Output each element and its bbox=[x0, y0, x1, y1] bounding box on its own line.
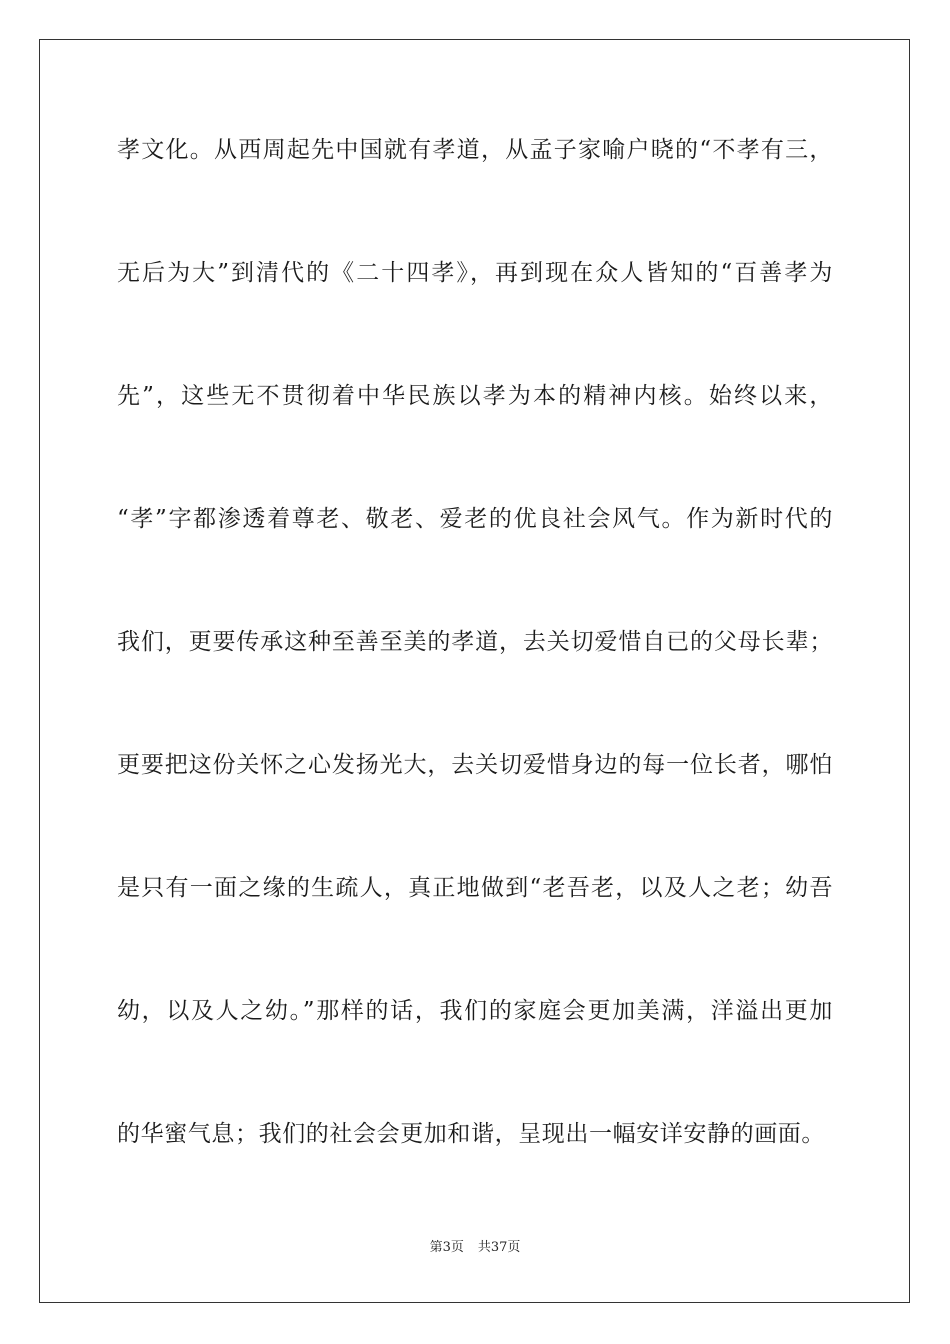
page-footer bbox=[0, 1239, 950, 1257]
body-text-line: 的华蜜气息；我们的社会会更加和谐，呈现出一幅安详安静的画面。 bbox=[117, 1121, 825, 1147]
body-text-line: “孝”字都渗透着尊老、敬老、爱老的优良社会风气。作为新时代的 bbox=[117, 506, 833, 532]
body-text-line: 孝文化。从西周起先中国就有孝道，从孟子家喻户晓的“不孝有三， bbox=[117, 137, 833, 163]
page-border bbox=[39, 39, 910, 1303]
body-text-line: 是只有一面之缘的生疏人，真正地做到“老吾老，以及人之老；幼吾 bbox=[117, 875, 833, 901]
body-text-line: 我们，更要传承这种至善至美的孝道，去关切爱惜自已的父母长辈； bbox=[117, 629, 833, 655]
page-number: 第3页 bbox=[429, 1240, 464, 1255]
body-text-line: 更要把这份关怀之心发扬光大，去关切爱惜身边的每一位长者，哪怕 bbox=[117, 752, 833, 778]
body-text-line: 无后为大”到清代的《二十四孝》，再到现在众人皆知的“百善孝为 bbox=[117, 260, 833, 286]
body-text-line: 幼，以及人之幼。”那样的话，我们的家庭会更加美满，洋溢出更加 bbox=[117, 998, 833, 1024]
body-text-line: 先”，这些无不贯彻着中华民族以孝为本的精神内核。始终以来， bbox=[117, 383, 833, 409]
total-pages: 共37页 bbox=[477, 1240, 521, 1255]
